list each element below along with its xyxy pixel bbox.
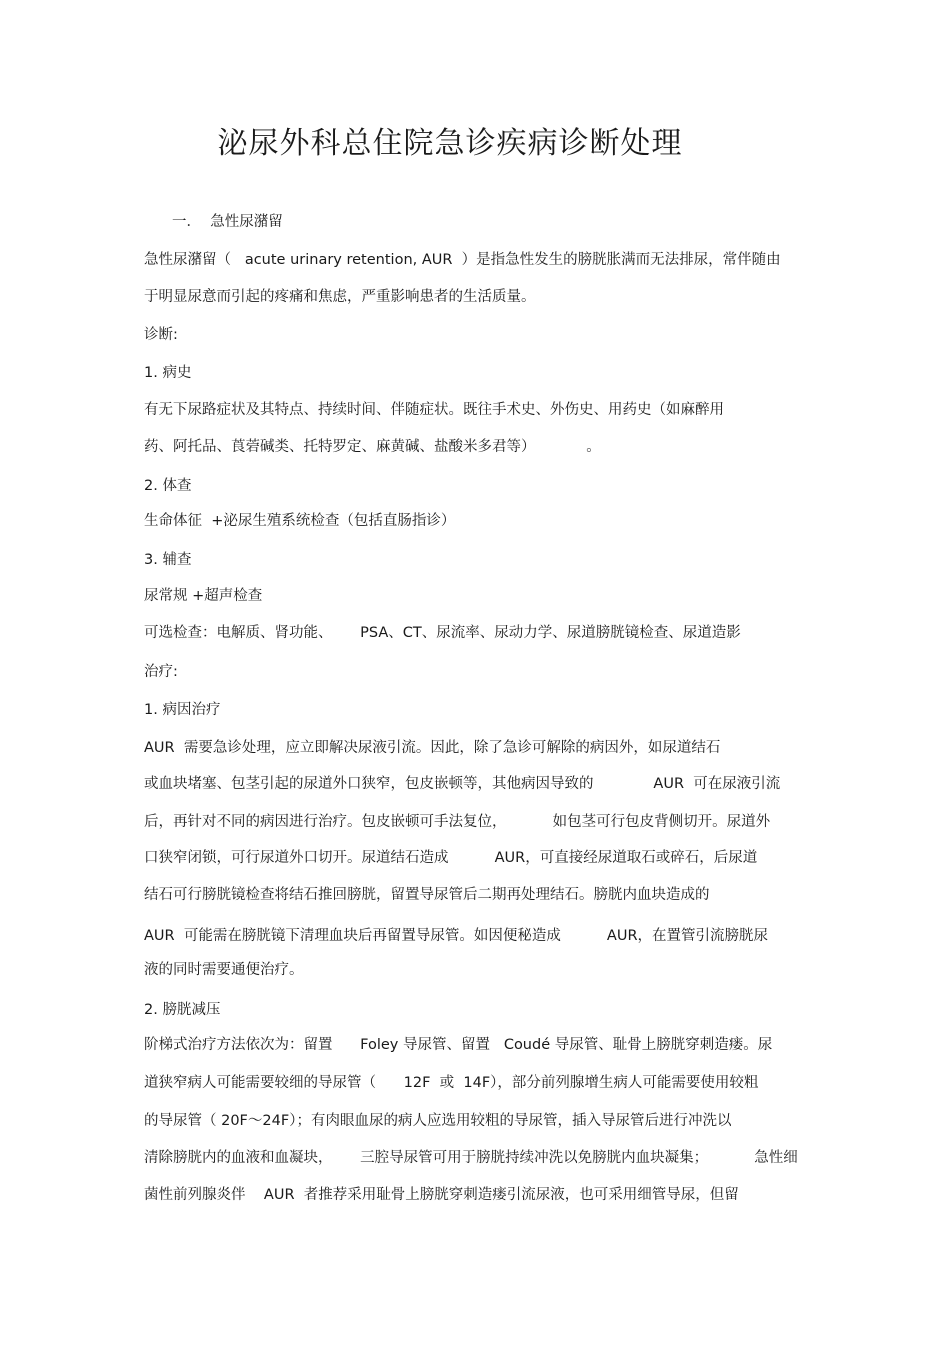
paragraph-line: 于明显尿意而引起的疼痛和焦虑，严重影响患者的生活质量。 xyxy=(144,289,536,305)
paragraph-line: 后，再针对不同的病因进行治疗。包皮嵌顿可手法复位， 如包茎可行包皮背侧切开。尿道外 xyxy=(144,814,771,830)
subheading: 2. 体查 xyxy=(144,478,192,494)
subheading: 1. 病史 xyxy=(144,365,192,381)
paragraph-line: 菌性前列腺炎伴 AUR 者推荐采用耻骨上膀胱穿刺造瘘引流尿液，也可采用细管导尿，但留 xyxy=(144,1187,739,1203)
paragraph-line: 生命体征 +泌尿生殖系统检查（包括直肠指诊） xyxy=(144,513,456,529)
subheading: 诊断: xyxy=(144,327,178,343)
paragraph-line: 清除膀胱内的血液和血凝块， 三腔导尿管可用于膀胱持续冲洗以免膀胱内血块凝集； 急性细 xyxy=(144,1150,798,1166)
paragraph-line: AUR 需要急诊处理，应立即解决尿液引流。因此，除了急诊可解除的病因外，如尿道结石 xyxy=(144,740,721,756)
paragraph-line: 急性尿潴留（ acute urinary retention, AUR ）是指急性发生的膀胱胀满而无法排尿，常伴随由 xyxy=(144,252,781,268)
paragraph-line: 可选检查：电解质、肾功能、 PSA、CT、尿流率、尿动力学、尿道膀胱镜检查、尿道造影 xyxy=(144,625,741,641)
paragraph-line: 道狭窄病人可能需要较细的导尿管（ 12F 或 14F），部分前列腺增生病人可能需要使用较粗 xyxy=(144,1075,759,1091)
subheading: 2. 膀胱减压 xyxy=(144,1002,221,1018)
paragraph-line: 药、阿托品、莨菪碱类、托特罗定、麻黄碱、盐酸米多君等） 。 xyxy=(144,439,601,455)
paragraph-line: 有无下尿路症状及其特点、持续时间、伴随症状。既往手术史、外伤史、用药史（如麻醉用 xyxy=(144,402,724,418)
paragraph-line: AUR 可能需在膀胱镜下清理血块后再留置导尿管。如因便秘造成 AUR，在置管引流膀胱尿 xyxy=(144,928,769,944)
paragraph-line: 的导尿管（ 20F～24F）；有肉眼血尿的病人应选用较粗的导尿管，插入导尿管后进行冲洗以 xyxy=(144,1113,732,1129)
paragraph-line: 口狭窄闭锁，可行尿道外口切开。尿道结石造成 AUR，可直接经尿道取石或碎石，后尿道 xyxy=(144,850,758,866)
subheading: 1. 病因治疗 xyxy=(144,702,221,718)
subheading: 治疗: xyxy=(144,664,178,680)
section-heading: 一． 急性尿潴留 xyxy=(172,214,283,230)
paragraph-line: 阶梯式治疗方法依次为：留置 Foley 导尿管、留置 Coudé 导尿管、耻骨上膀胱穿刺造瘘。尿 xyxy=(144,1037,773,1053)
paragraph-line: 或血块堵塞、包茎引起的尿道外口狭窄，包皮嵌顿等，其他病因导致的 AUR 可在尿液引流 xyxy=(144,776,781,792)
paragraph-line: 尿常规 +超声检查 xyxy=(144,588,263,604)
paragraph-line: 液的同时需要通便治疗。 xyxy=(144,962,304,978)
subheading: 3. 辅查 xyxy=(144,552,192,568)
paragraph-line: 结石可行膀胱镜检查将结石推回膀胱，留置导尿管后二期再处理结石。膀胱内血块造成的 xyxy=(144,887,710,903)
page-title: 泌尿外科总住院急诊疾病诊断处理 xyxy=(217,126,683,161)
